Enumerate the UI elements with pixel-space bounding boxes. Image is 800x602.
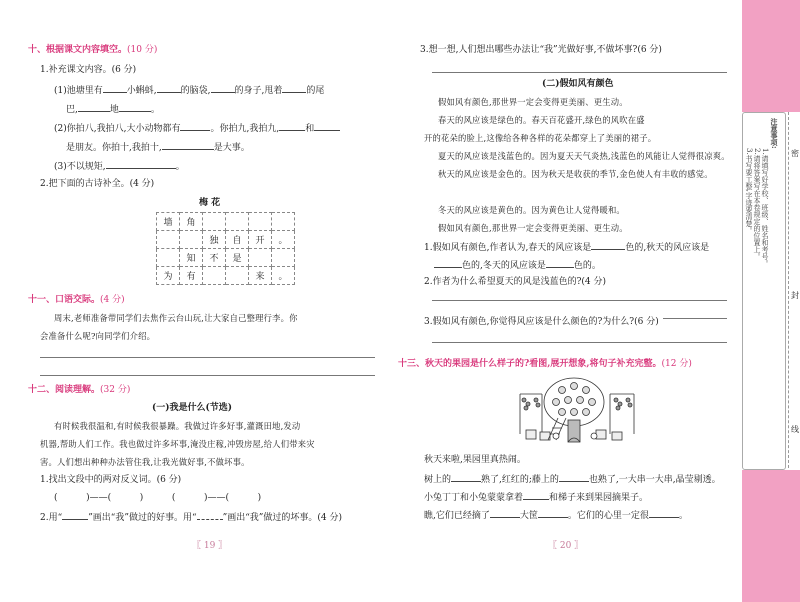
- q1-1-cont: 巴, 地 。: [66, 102, 160, 116]
- blank[interactable]: [451, 472, 481, 482]
- underline-sample: [62, 510, 88, 520]
- poem-cell: 独: [203, 231, 226, 249]
- q1-label: 1.补充课文内容。(6 分): [40, 65, 137, 75]
- blank[interactable]: [106, 159, 176, 169]
- poem-cell[interactable]: [180, 231, 203, 249]
- poem-cell[interactable]: [203, 267, 226, 285]
- blank[interactable]: [523, 490, 549, 500]
- q12-1: 1.找出文段中的两对反义词。(6 分): [40, 475, 182, 485]
- sub2-title: (二)假如风有颜色: [542, 79, 614, 89]
- blank[interactable]: [649, 508, 679, 518]
- poem-title: 梅 花: [199, 198, 221, 208]
- q1-1-line: (1)池塘里有 小蝌蚪, 的脑袋, 的身子,甩着 的尾: [54, 83, 324, 97]
- passage-line: 害。人们想出种种办法管住我,让我光做好事,不做坏事。: [40, 457, 250, 467]
- poem-cell[interactable]: [226, 267, 249, 285]
- section-11-title: 十一、口语交际。(4 分): [28, 295, 125, 305]
- s13-line-1: 秋天来啦,果园里真热闹。: [424, 455, 526, 465]
- blank[interactable]: [162, 140, 214, 150]
- blank[interactable]: [119, 102, 151, 112]
- notice-title: 注意事项:: [770, 118, 779, 149]
- poem-cell: 不: [203, 249, 226, 267]
- poem-grid: [156, 212, 295, 285]
- poem-cell: 知: [180, 249, 203, 267]
- seal-mi: 密: [791, 149, 799, 158]
- answer-line[interactable]: [432, 72, 727, 73]
- answer-line[interactable]: [40, 375, 375, 376]
- poem-cell[interactable]: [226, 213, 249, 231]
- q1-3-line: (3)不以规矩, 。: [54, 159, 185, 173]
- binding-sidebar: [734, 0, 800, 602]
- blank[interactable]: [434, 258, 462, 268]
- wavy-sample: [197, 510, 223, 520]
- cut-line: [788, 112, 789, 468]
- r-q1-cont: 色的,冬天的风应该是 色的。: [434, 258, 601, 272]
- blank[interactable]: [103, 83, 127, 93]
- passage-line: 机器,帮助人们工作。我也做过许多坏事,淹没庄稼,冲毁房屋,给人们带来灾: [40, 439, 315, 449]
- blank[interactable]: [490, 508, 520, 518]
- blank[interactable]: [211, 83, 235, 93]
- blank[interactable]: [180, 121, 210, 131]
- section-10-title: 十、根据课文内容填空。(10 分): [28, 45, 158, 55]
- section-12-title: 十二、阅读理解。(32 分): [28, 385, 131, 395]
- poem-cell[interactable]: [272, 249, 295, 267]
- wind-para: 夏天的风应该是浅蓝色的。因为夏天天气炎热,浅蓝色的风能让人觉得很凉爽。: [438, 151, 730, 161]
- blank[interactable]: [546, 258, 574, 268]
- poem-cell: 为: [157, 267, 180, 285]
- r-q1: 1.假如风有颜色,作者认为,春天的风应该是 色的,秋天的风应该是: [424, 240, 709, 254]
- poem-cell: 开: [249, 231, 272, 249]
- answer-line[interactable]: [432, 300, 727, 301]
- blank[interactable]: [282, 83, 306, 93]
- seal-feng: 封: [791, 291, 799, 300]
- poem-cell: 来: [249, 267, 272, 285]
- s13-line-4: 瞧,它们已经摘了 大筐 。它们的心里一定很 。: [424, 508, 688, 522]
- sub1-title: (一)我是什么(节选): [152, 403, 233, 413]
- pink-bar-bottom: [742, 470, 800, 602]
- answer-line[interactable]: [40, 357, 375, 358]
- blank[interactable]: [591, 240, 625, 250]
- poem-cell[interactable]: [249, 213, 272, 231]
- r-q3b: 3.假如风有颜色,你觉得风应该是什么颜色的?为什么?(6 分): [424, 316, 663, 328]
- answer-line[interactable]: [432, 342, 727, 343]
- poem-cell[interactable]: [203, 213, 226, 231]
- notice-line: 1.请填写好学校、班级、姓名和考号。: [761, 148, 769, 267]
- r-q2: 2.作者为什么希望夏天的风是浅蓝色的?(4 分): [424, 277, 607, 287]
- blank[interactable]: [279, 121, 305, 131]
- wind-para: 开的花朵的脸上,这像给各种各样的花朵都穿上了美丽的裙子。: [424, 133, 657, 143]
- antonym-pairs[interactable]: ( )——( ) ( )——( ): [54, 493, 262, 503]
- q12-2: 2.用“ ”画出“我”做过的好事。用“ ”画出“我”做过的坏事。(4 分): [40, 510, 342, 524]
- wind-para: 秋天的风应该是金色的。因为秋天是收获的季节,金色使人有丰收的感觉。: [438, 169, 713, 179]
- seal-xian: 线: [791, 425, 799, 434]
- q1-2-line: (2)你拍八,我拍八,大小动物都有 。你拍九,我拍九, 和: [54, 121, 340, 135]
- poem-cell: 有: [180, 267, 203, 285]
- blank[interactable]: [78, 102, 110, 112]
- r-q3: 3.想一想,人们想出哪些办法让“我”光做好事,不做坏事?(6 分): [420, 45, 662, 55]
- poem-cell: 自: [226, 231, 249, 249]
- wind-para: 冬天的风应该是黄色的。因为黄色让人觉得暖和。: [438, 205, 625, 215]
- notice-line: 2.请将答案写在本卷规定的位置上。: [753, 148, 761, 260]
- poem-cell: 。: [272, 231, 295, 249]
- poem-cell[interactable]: [249, 249, 272, 267]
- blank[interactable]: [559, 472, 589, 482]
- s11-text-1: 周末,老师准备带同学们去焦作云台山玩,让大家自己整理行李。你: [54, 313, 298, 323]
- pink-bar-top: [742, 0, 800, 112]
- wind-para: 假如风有颜色,那世界一定会变得更美丽、更生动。: [438, 223, 628, 233]
- blank[interactable]: [538, 508, 568, 518]
- s11-text-2: 会准备什么呢?向同学们介绍。: [40, 331, 156, 341]
- poem-cell: 。: [272, 267, 295, 285]
- notice-line: 3.书写要工整,字迹要清楚。: [745, 148, 753, 234]
- poem-cell[interactable]: [157, 249, 180, 267]
- q2-label: 2.把下面的古诗补全。(4 分): [40, 179, 155, 189]
- poem-cell[interactable]: [157, 231, 180, 249]
- section-13-title: 十三、秋天的果园是什么样子的?看图,展开想象,将句子补充完整。(12 分): [398, 359, 692, 369]
- poem-cell: 墙: [157, 213, 180, 231]
- page-number-right: 〖 20 〗: [548, 541, 584, 551]
- s13-line-2: 树上的 熟了,红红的;藤上的 也熟了,一大串一大串,晶莹剔透。: [424, 472, 721, 486]
- poem-cell: 角: [180, 213, 203, 231]
- poem-cell: 是: [226, 249, 249, 267]
- passage-line: 有时候我很温和,有时候我很暴躁。我做过许多好事,灌溉田地,发动: [54, 421, 301, 431]
- poem-cell: [272, 213, 295, 231]
- blank[interactable]: [157, 83, 181, 93]
- page-number-left: 〖 19 〗: [192, 541, 228, 551]
- q1-2-cont: 是朋友。你拍十,我拍十, 是大事。: [66, 140, 250, 154]
- wind-para: 假如风有颜色,那世界一定会变得更美丽、更生动。: [438, 97, 628, 107]
- blank[interactable]: [314, 121, 340, 131]
- wind-para: 春天的风应该是绿色的。春天百花盛开,绿色的风吹在盛: [438, 115, 645, 125]
- orchard-illustration: [512, 374, 642, 446]
- s13-line-3: 小兔丁丁和小兔蒙蒙拿着 和梯子来到果园摘果子。: [424, 490, 648, 504]
